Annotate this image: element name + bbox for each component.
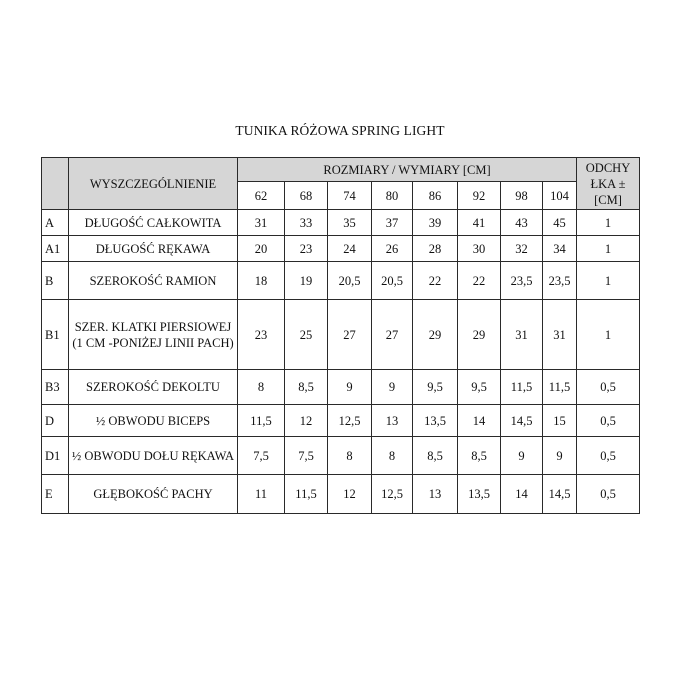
measurement-cell: 28 [413, 236, 458, 262]
size-table [41, 157, 640, 514]
row-parameter: ½ OBWODU DOŁU RĘKAWA [69, 437, 238, 475]
tolerance-cell: 1 [577, 210, 640, 236]
row-code: E [42, 475, 69, 514]
measurement-cell: 12 [285, 405, 328, 437]
tolerance-cell: 0,5 [577, 475, 640, 514]
size-header-cell: 98 [501, 182, 543, 210]
measurement-cell: 9 [501, 437, 543, 475]
measurement-cell: 12 [328, 475, 372, 514]
size-header-cell: 74 [328, 182, 372, 210]
measurement-cell: 14,5 [543, 475, 577, 514]
measurement-cell: 8 [238, 370, 285, 405]
measurement-cell: 25 [285, 300, 328, 370]
measurement-cell: 7,5 [285, 437, 328, 475]
measurement-cell: 14 [458, 405, 501, 437]
measurement-cell: 9 [543, 437, 577, 475]
row-parameter: GŁĘBOKOŚĆ PACHY [69, 475, 238, 514]
header-row [42, 158, 640, 182]
table-row [42, 475, 640, 514]
measurement-cell: 18 [238, 262, 285, 300]
row-parameter: SZEROKOŚĆ RAMION [69, 262, 238, 300]
measurement-cell: 31 [501, 300, 543, 370]
measurement-cell: 23,5 [543, 262, 577, 300]
row-parameter: ½ OBWODU BICEPS [69, 405, 238, 437]
row-code: A1 [42, 236, 69, 262]
row-parameter: DŁUGOŚĆ RĘKAWA [69, 236, 238, 262]
measurement-cell: 13 [372, 405, 413, 437]
measurement-cell: 26 [372, 236, 413, 262]
row-code: A [42, 210, 69, 236]
size-header-cell: 86 [413, 182, 458, 210]
measurement-cell: 11 [238, 475, 285, 514]
table-row [42, 210, 640, 236]
measurement-cell: 8 [372, 437, 413, 475]
measurement-cell: 30 [458, 236, 501, 262]
row-code: B1 [42, 300, 69, 370]
measurement-cell: 9,5 [458, 370, 501, 405]
table-row [42, 370, 640, 405]
code-header-cell [42, 158, 69, 210]
table-row [42, 262, 640, 300]
measurement-cell: 24 [328, 236, 372, 262]
measurement-cell: 39 [413, 210, 458, 236]
row-code: B [42, 262, 69, 300]
table-row [42, 405, 640, 437]
measurement-cell: 11,5 [238, 405, 285, 437]
row-code: B3 [42, 370, 69, 405]
measurement-cell: 13,5 [413, 405, 458, 437]
measurement-cell: 29 [458, 300, 501, 370]
measurement-cell: 33 [285, 210, 328, 236]
row-code: D [42, 405, 69, 437]
tolerance-cell: 0,5 [577, 370, 640, 405]
measurement-cell: 35 [328, 210, 372, 236]
measurement-cell: 11,5 [543, 370, 577, 405]
measurement-cell: 23 [285, 236, 328, 262]
measurement-cell: 23 [238, 300, 285, 370]
tolerance-cell: 1 [577, 262, 640, 300]
size-header-cell: 68 [285, 182, 328, 210]
measurement-cell: 45 [543, 210, 577, 236]
measurement-cell: 27 [372, 300, 413, 370]
table-row [42, 236, 640, 262]
measurement-cell: 37 [372, 210, 413, 236]
measurement-cell: 8,5 [285, 370, 328, 405]
measurement-cell: 13,5 [458, 475, 501, 514]
measurement-cell: 8 [328, 437, 372, 475]
measurement-cell: 12,5 [372, 475, 413, 514]
measurement-cell: 23,5 [501, 262, 543, 300]
table-row [42, 300, 640, 370]
measurement-cell: 11,5 [501, 370, 543, 405]
measurement-cell: 14,5 [501, 405, 543, 437]
measurement-cell: 9,5 [413, 370, 458, 405]
row-parameter: SZEROKOŚĆ DEKOLTU [69, 370, 238, 405]
measurement-cell: 12,5 [328, 405, 372, 437]
tolerance-cell: 1 [577, 236, 640, 262]
size-header-cell: 92 [458, 182, 501, 210]
measurement-cell: 22 [458, 262, 501, 300]
measurement-cell: 13 [413, 475, 458, 514]
row-parameter: DŁUGOŚĆ CAŁKOWITA [69, 210, 238, 236]
measurement-cell: 8,5 [413, 437, 458, 475]
size-header-cell: 80 [372, 182, 413, 210]
tolerance-cell: 0,5 [577, 405, 640, 437]
size-header-cell: 62 [238, 182, 285, 210]
measurement-cell: 20,5 [328, 262, 372, 300]
row-code: D1 [42, 437, 69, 475]
tolerance-header: ODCHY ŁKA ± [CM] [577, 158, 640, 210]
row-parameter: SZER. KLATKI PIERSIOWEJ (1 CM -PONIŻEJ LINII PACH) [69, 300, 238, 370]
measurement-cell: 9 [328, 370, 372, 405]
measurement-cell: 20 [238, 236, 285, 262]
parameter-header: WYSZCZEGÓLNIENIE [69, 158, 238, 210]
measurement-cell: 27 [328, 300, 372, 370]
measurement-cell: 19 [285, 262, 328, 300]
measurement-cell: 20,5 [372, 262, 413, 300]
tolerance-cell: 0,5 [577, 437, 640, 475]
measurement-cell: 7,5 [238, 437, 285, 475]
chart-title: TUNIKA RÓŻOWA SPRING LIGHT [235, 123, 445, 138]
measurement-cell: 14 [501, 475, 543, 514]
measurement-cell: 41 [458, 210, 501, 236]
sizes-header: ROZMIARY / WYMIARY [CM] [238, 158, 577, 182]
measurement-cell: 15 [543, 405, 577, 437]
measurement-cell: 9 [372, 370, 413, 405]
measurement-cell: 29 [413, 300, 458, 370]
measurement-cell: 43 [501, 210, 543, 236]
table-row [42, 437, 640, 475]
tolerance-cell: 1 [577, 300, 640, 370]
measurement-cell: 22 [413, 262, 458, 300]
measurement-cell: 31 [543, 300, 577, 370]
measurement-cell: 11,5 [285, 475, 328, 514]
measurement-cell: 32 [501, 236, 543, 262]
measurement-cell: 8,5 [458, 437, 501, 475]
measurement-cell: 34 [543, 236, 577, 262]
size-header-cell: 104 [543, 182, 577, 210]
measurement-cell: 31 [238, 210, 285, 236]
